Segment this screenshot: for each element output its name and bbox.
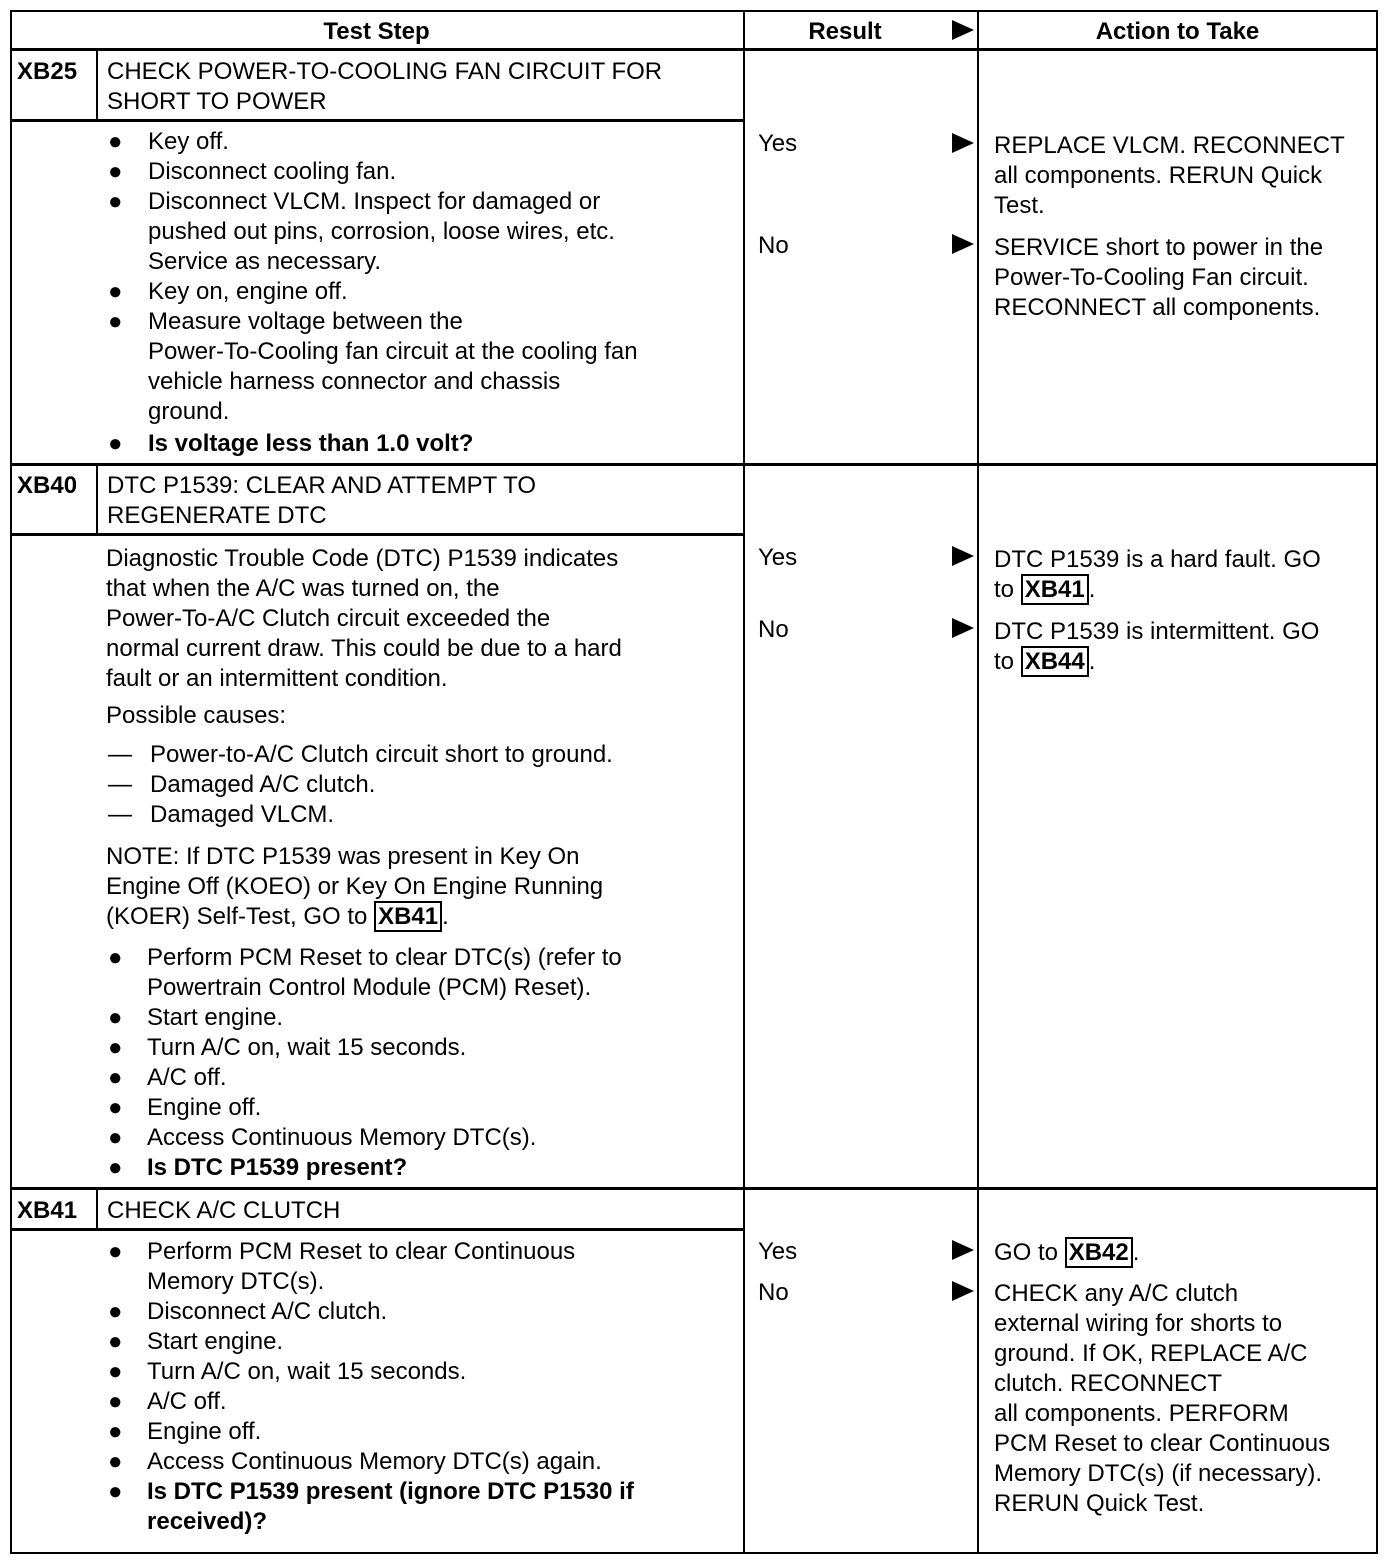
bullet-text: ground. (148, 398, 230, 425)
bullet-text: Disconnect VLCM. Inspect for damaged or (148, 188, 601, 215)
action-end: . (1088, 648, 1096, 675)
bullet-text: Powertrain Control Module (PCM) Reset). (147, 974, 592, 1001)
bullet-text: Measure voltage between the (148, 308, 463, 335)
result-arrow-icon (952, 234, 974, 254)
id-divider (96, 465, 98, 535)
bullet-text: Engine off. (147, 1094, 262, 1121)
note-end: . (442, 903, 449, 930)
intro-text: Diagnostic Trouble Code (DTC) P1539 indicates (106, 545, 619, 572)
diagnostic-table (10, 10, 1378, 1554)
step-id: XB40 (17, 472, 78, 499)
dash-icon: — (108, 801, 132, 828)
bullet-text: Turn A/C on, wait 15 seconds. (147, 1358, 467, 1385)
action-text: Memory DTC(s) (if necessary). (994, 1460, 1323, 1487)
step-divider (10, 463, 1378, 466)
cause-text: Damaged VLCM. (150, 801, 335, 828)
action-text: all components. PERFORM (994, 1400, 1289, 1427)
header-divider (10, 48, 1378, 51)
action-text: DTC P1539 is a hard fault. GO (994, 546, 1321, 573)
bullet-icon: ● (108, 1478, 123, 1505)
bullet-icon: ● (108, 1238, 123, 1265)
bullet-icon: ● (108, 944, 123, 971)
action-text: CHECK any A/C clutch (994, 1280, 1239, 1307)
bullet-icon: ● (108, 278, 123, 305)
header-test-step: Test Step (323, 18, 430, 45)
action-text: RECONNECT all components. (994, 294, 1321, 321)
bullet-question: Is DTC P1539 present? (147, 1154, 408, 1181)
header-result: Result (808, 18, 882, 45)
bullet-text: Power-To-Cooling fan circuit at the cooling fan (148, 338, 638, 365)
bullet-text: Disconnect cooling fan. (148, 158, 397, 185)
bullet-text: Perform PCM Reset to clear Continuous (147, 1238, 576, 1265)
result-arrow-icon (952, 133, 974, 153)
id-divider (96, 1189, 98, 1229)
step-reference-link[interactable]: XB41 (374, 901, 442, 932)
step-id: XB25 (17, 58, 78, 85)
action-text-line (994, 575, 1095, 605)
bullet-question: Is DTC P1539 present (ignore DTC P1530 if (147, 1478, 634, 1505)
action-text-line (994, 647, 1095, 677)
result-yes: Yes (758, 1238, 798, 1265)
action-text: to (994, 648, 1015, 675)
result-no: No (758, 616, 789, 643)
step-reference-link[interactable]: XB42 (1065, 1237, 1133, 1268)
bullet-text: A/C off. (147, 1064, 227, 1091)
header-arrow-icon (952, 20, 974, 40)
action-text: RERUN Quick Test. (994, 1490, 1205, 1517)
step-reference-link[interactable]: XB44 (1021, 646, 1089, 677)
causes-label: Possible causes: (106, 702, 287, 729)
id-divider (96, 50, 98, 120)
bullet-icon: ● (108, 1004, 123, 1031)
action-text: clutch. RECONNECT (994, 1370, 1223, 1397)
bullet-text: A/C off. (147, 1388, 227, 1415)
step-title-line: REGENERATE DTC (107, 502, 327, 529)
table-left-border (10, 10, 12, 1554)
action-text: all components. RERUN Quick (994, 162, 1323, 189)
action-end: . (1132, 1239, 1140, 1266)
note-text: NOTE: If DTC P1539 was present in Key On (106, 843, 580, 870)
bullet-text: Access Continuous Memory DTC(s) again. (147, 1448, 602, 1475)
title-divider (10, 1228, 743, 1231)
step-reference-link[interactable]: XB41 (1021, 574, 1089, 605)
intro-text: fault or an intermittent condition. (106, 665, 448, 692)
bullet-icon: ● (108, 1358, 123, 1385)
intro-text: normal current draw. This could be due to a hard (106, 635, 622, 662)
action-text: to (994, 576, 1015, 603)
bullet-icon: ● (108, 158, 123, 185)
bullet-icon: ● (108, 1094, 123, 1121)
note-text: Engine Off (KOEO) or Key On Engine Running (106, 873, 604, 900)
step-title-line: SHORT TO POWER (107, 88, 327, 115)
step-title-line: DTC P1539: CLEAR AND ATTEMPT TO (107, 472, 537, 499)
bullet-text: Turn A/C on, wait 15 seconds. (147, 1034, 467, 1061)
action-text: Power-To-Cooling Fan circuit. (994, 264, 1309, 291)
table-right-border (1376, 10, 1378, 1554)
bullet-icon: ● (108, 1448, 123, 1475)
result-arrow-icon (952, 546, 974, 566)
action-text: GO to (994, 1239, 1059, 1266)
note-text: (KOER) Self-Test, GO to (106, 903, 368, 930)
result-no: No (758, 232, 789, 259)
note-text-line (106, 902, 449, 932)
bullet-text: Service as necessary. (148, 248, 381, 275)
action-text: REPLACE VLCM. RECONNECT (994, 132, 1345, 159)
result-arrow-icon (952, 618, 974, 638)
bullet-text: Access Continuous Memory DTC(s). (147, 1124, 537, 1151)
dash-icon: — (108, 771, 132, 798)
bullet-icon: ● (108, 1124, 123, 1151)
action-text-line (994, 1238, 1139, 1268)
intro-text: that when the A/C was turned on, the (106, 575, 500, 602)
action-text: PCM Reset to clear Continuous (994, 1430, 1331, 1457)
action-end: . (1088, 576, 1096, 603)
result-arrow-icon (952, 1281, 974, 1301)
bullet-text: Perform PCM Reset to clear DTC(s) (refer to (147, 944, 622, 971)
column-divider-action (977, 10, 979, 1554)
action-text: external wiring for shorts to (994, 1310, 1283, 1337)
step-title-line: CHECK POWER-TO-COOLING FAN CIRCUIT FOR (107, 58, 663, 85)
bullet-icon: ● (108, 128, 123, 155)
action-text: SERVICE short to power in the (994, 234, 1324, 261)
title-divider (10, 533, 743, 536)
step-divider (10, 1187, 1378, 1190)
step-title-line: CHECK A/C CLUTCH (107, 1197, 341, 1224)
action-text: ground. If OK, REPLACE A/C (994, 1340, 1308, 1367)
bullet-icon: ● (108, 1418, 123, 1445)
bullet-icon: ● (108, 430, 123, 457)
bullet-text: Key off. (148, 128, 229, 155)
step-id: XB41 (17, 1197, 78, 1224)
action-text: DTC P1539 is intermittent. GO (994, 618, 1320, 645)
result-yes: Yes (758, 130, 798, 157)
table-top-border (10, 10, 1378, 12)
bullet-question: received)? (147, 1508, 268, 1535)
bullet-text: Key on, engine off. (148, 278, 348, 305)
result-no: No (758, 1279, 789, 1306)
cause-text: Damaged A/C clutch. (150, 771, 376, 798)
title-divider (10, 119, 743, 122)
bullet-text: Start engine. (147, 1004, 284, 1031)
bullet-text: Memory DTC(s). (147, 1268, 325, 1295)
bullet-icon: ● (108, 1034, 123, 1061)
column-divider-result (743, 10, 745, 1554)
bullet-icon: ● (108, 1064, 123, 1091)
bullet-text: Disconnect A/C clutch. (147, 1298, 388, 1325)
bullet-icon: ● (108, 1298, 123, 1325)
result-yes: Yes (758, 544, 798, 571)
bullet-text: Start engine. (147, 1328, 284, 1355)
header-action: Action to Take (1095, 18, 1260, 45)
bullet-icon: ● (108, 188, 123, 215)
action-text: Test. (994, 192, 1045, 219)
intro-text: Power-To-A/C Clutch circuit exceeded the (106, 605, 551, 632)
bullet-icon: ● (108, 1154, 123, 1181)
bullet-icon: ● (108, 1388, 123, 1415)
table-bottom-border (10, 1552, 1378, 1554)
bullet-text: pushed out pins, corrosion, loose wires, etc. (148, 218, 615, 245)
result-arrow-icon (952, 1240, 974, 1260)
dash-icon: — (108, 741, 132, 768)
bullet-text: vehicle harness connector and chassis (148, 368, 561, 395)
bullet-icon: ● (108, 1328, 123, 1355)
bullet-text: Engine off. (147, 1418, 262, 1445)
bullet-icon: ● (108, 308, 123, 335)
cause-text: Power-to-A/C Clutch circuit short to ground. (150, 741, 613, 768)
bullet-question: Is voltage less than 1.0 volt? (148, 430, 474, 457)
